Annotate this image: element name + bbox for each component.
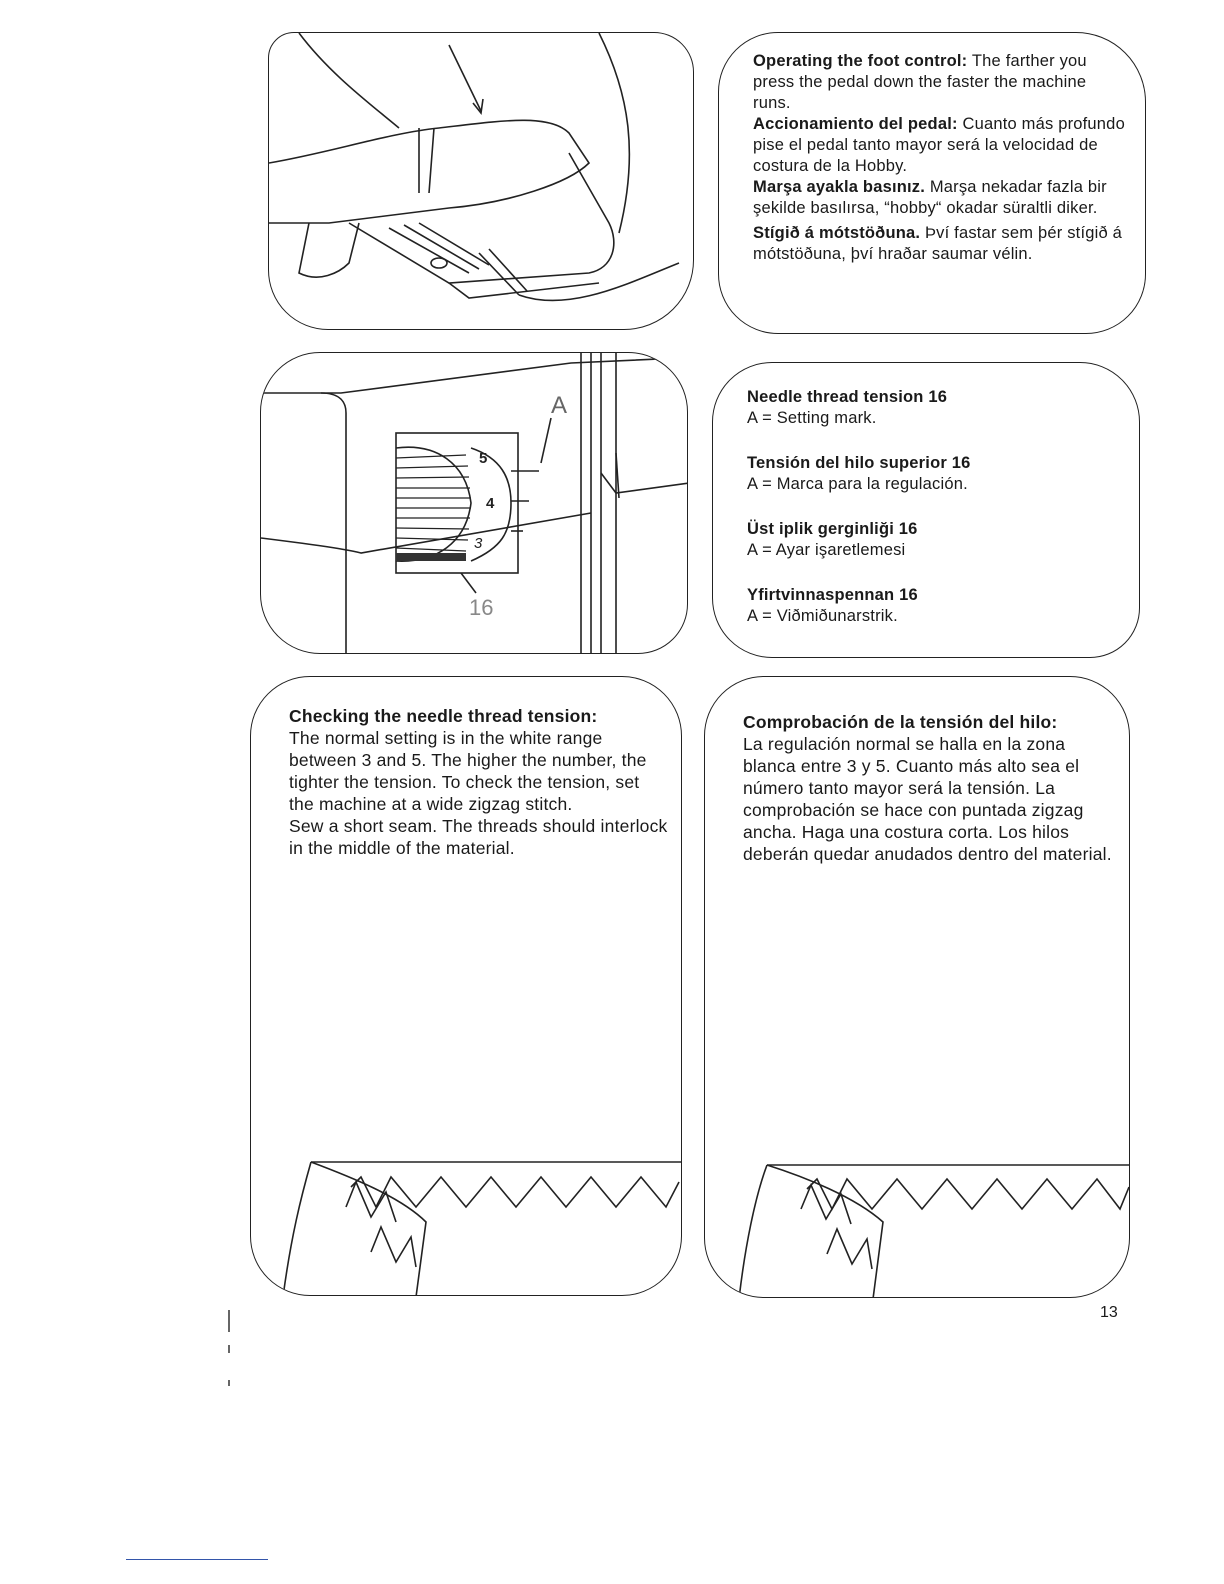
tension-dial-illustration <box>260 352 688 654</box>
dial-number-4: 4 <box>486 495 495 512</box>
foot-control-text-panel <box>718 32 1146 334</box>
footer-line <box>126 1559 268 1560</box>
tension-es-title: Tensión del hilo superior 16 <box>747 454 971 472</box>
tension-is-title: Yfirtvinnaspennan 16 <box>747 586 918 604</box>
foot-is-body: Því fastar sem þér stígið á mótstöðuna, því hraðar saumar vélin. <box>753 224 1123 263</box>
foot-control-text <box>753 51 1125 265</box>
foot-tr-body: Marşa nekadar fazla bir şekilde basılırsa, “hobby“ okadar süraltli diker. <box>753 178 1107 217</box>
page-number: 13 <box>1100 1304 1118 1321</box>
foot-pedal-drawing <box>269 33 694 330</box>
checking-en-body2: Sew a short seam. The threads should interlock in the middle of the material. <box>289 816 668 858</box>
checking-tension-es-panel <box>704 676 1130 1298</box>
margin-mark <box>228 1345 230 1353</box>
foot-en-title: Operating the foot control: <box>753 52 968 70</box>
checking-en-title: Checking the needle thread tension: <box>289 706 598 726</box>
zigzag-seam-drawing-en <box>251 677 682 1296</box>
tension-tr-body: A = Ayar işaretlemesi <box>747 541 906 559</box>
zigzag-seam-drawing-es <box>705 677 1130 1298</box>
tension-en-body: A = Setting mark. <box>747 409 877 427</box>
margin-mark <box>228 1380 230 1386</box>
margin-mark <box>228 1310 230 1332</box>
tension-tr-title: Üst iplik gerginliği 16 <box>747 520 918 538</box>
foot-pedal-illustration <box>268 32 694 330</box>
foot-is-title: Stígið á mótstöðuna. <box>753 224 921 242</box>
dial-number-3: 3 <box>474 535 483 552</box>
dial-ref-label: 16 <box>469 595 494 620</box>
foot-es-body: Cuanto más profundo pise el pedal tanto mayor será la velocidad de costura de la Hobby. <box>753 115 1125 175</box>
tension-dial-drawing <box>261 353 688 654</box>
dial-number-5: 5 <box>479 450 488 467</box>
foot-en-body: The farther you press the pedal down the faster the machine runs. <box>753 52 1087 112</box>
tension-es-body: A = Marca para la regulación. <box>747 475 968 493</box>
tension-en-title: Needle thread tension 16 <box>747 388 948 406</box>
tension-text <box>747 387 1119 627</box>
checking-tension-en-panel <box>250 676 682 1296</box>
foot-es-title: Accionamiento del pedal: <box>753 115 958 133</box>
checking-es-title: Comprobación de la tensión del hilo: <box>743 712 1058 732</box>
dial-mark-label: A <box>551 392 568 419</box>
foot-tr-title: Marşa ayakla basınız. <box>753 178 926 196</box>
checking-es-body: La regulación normal se halla en la zona blanca entre 3 y 5. Cuanto más alto sea el número tanto mayor será la tensión. La comprobación se hace con puntada zigzag ancha. Haga una costura corta. Los hilos deberán quedar anudados dentro del material. <box>743 734 1112 864</box>
tension-is-body: A = Viðmiðunarstrik. <box>747 607 898 625</box>
tension-text-panel <box>712 362 1140 658</box>
checking-en-body: The normal setting is in the white range between 3 and 5. The higher the number, the tighter the tension. To check the tension, set the machine at a wide zigzag stitch. <box>289 728 647 814</box>
